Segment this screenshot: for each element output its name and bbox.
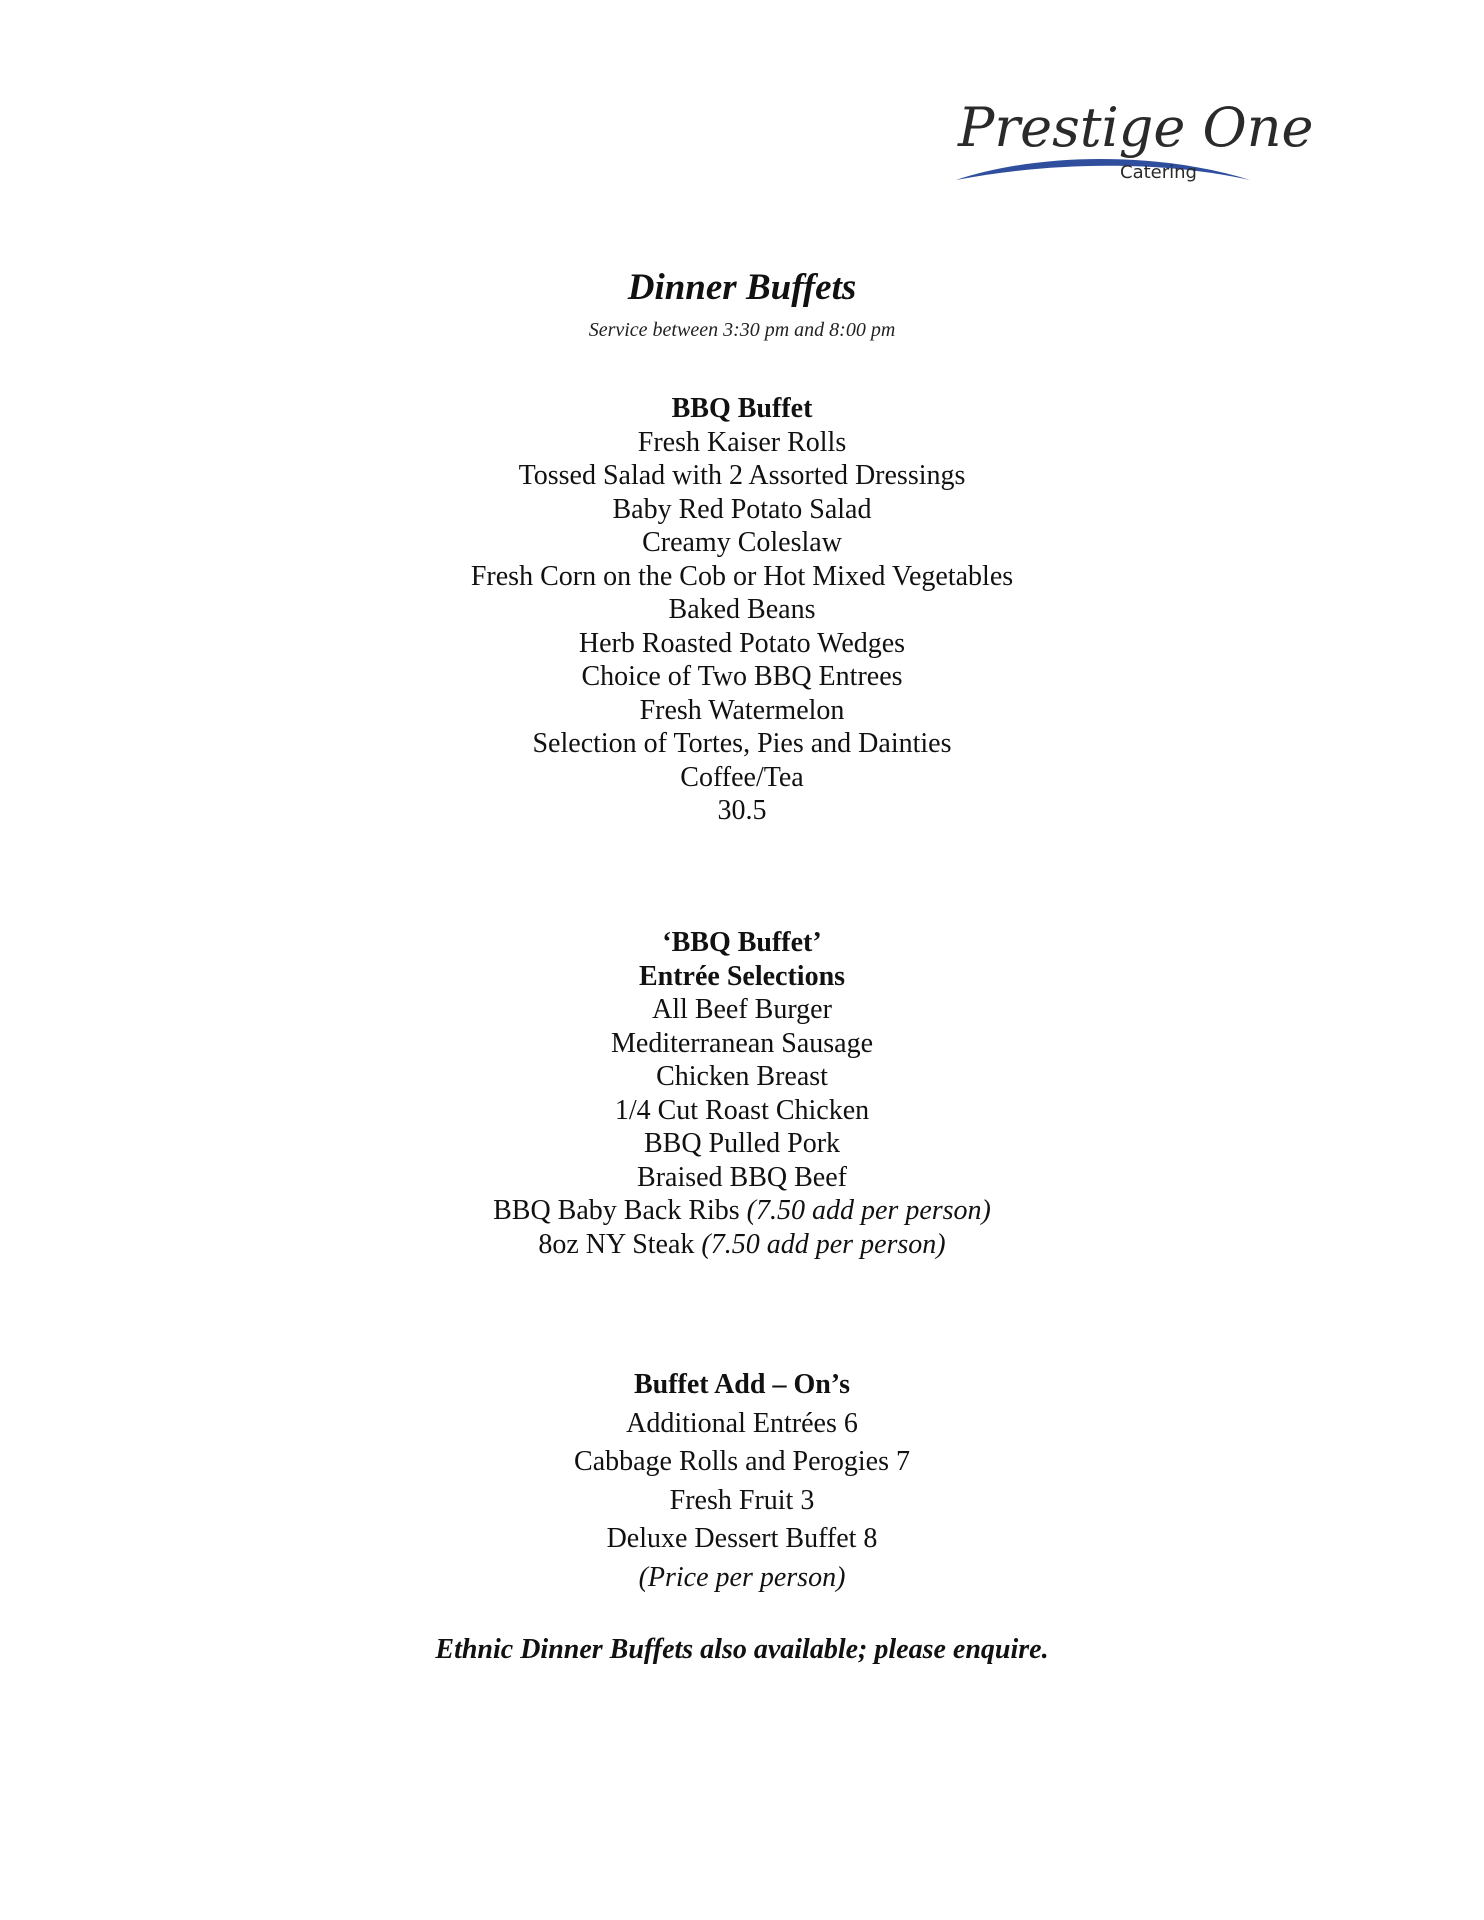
- premium-entree-item: [0, 1194, 1484, 1228]
- menu-item: Creamy Coleslaw: [642, 527, 842, 558]
- bbq-buffet-section: [0, 392, 1484, 828]
- menu-item: Fresh Kaiser Rolls: [637, 426, 847, 458]
- menu-item: Selection of Tortes, Pies and Dainties: [532, 728, 952, 759]
- logo-sub-text: Catering: [1120, 162, 1197, 183]
- logo-brand-text: Prestige One: [958, 96, 1314, 159]
- entree-item: Braised BBQ Beef: [637, 1161, 847, 1193]
- premium-entree-name: 8oz NY Steak: [538, 1228, 695, 1260]
- service-hours: Service between 3:30 pm and 8:00 pm: [588, 319, 896, 341]
- premium-entree-name: BBQ Baby Back Ribs: [493, 1195, 740, 1226]
- entree-item: BBQ Pulled Pork: [643, 1128, 841, 1159]
- menu-item: Baby Red Potato Salad: [612, 493, 872, 525]
- entree-item: All Beef Burger: [652, 994, 832, 1025]
- price-per-person-note: (Price per person): [638, 1561, 846, 1593]
- entree-item: 1/4 Cut Roast Chicken: [614, 1094, 870, 1126]
- entree-item: Mediterranean Sausage: [611, 1027, 873, 1059]
- add-ons-heading: Buffet Add – On’s: [633, 1369, 850, 1400]
- premium-entree-note: (7.50 add per person): [746, 1195, 991, 1226]
- add-on-item: Fresh Fruit 3: [669, 1484, 815, 1516]
- premium-entree-item: [0, 1228, 1484, 1262]
- menu-item: Baked Beans: [668, 594, 816, 625]
- add-on-item: Deluxe Dessert Buffet 8: [606, 1523, 878, 1554]
- menu-item: Fresh Corn on the Cob or Hot Mixed Vegetables: [470, 560, 1014, 592]
- entree-selections-section: [0, 926, 1484, 1261]
- logo-swoosh: [956, 159, 1250, 180]
- menu-item: Tossed Salad with 2 Assorted Dressings: [518, 460, 966, 491]
- page-title: Dinner Buffets: [627, 267, 857, 308]
- entree-section-heading: ‘BBQ Buffet’: [662, 927, 822, 958]
- add-on-item: Cabbage Rolls and Perogies 7: [574, 1446, 910, 1477]
- menu-item: Choice of Two BBQ Entrees: [581, 661, 903, 692]
- buffet-add-ons-section: [0, 1366, 1484, 1597]
- bbq-buffet-heading: BBQ Buffet: [671, 393, 813, 424]
- menu-item: Fresh Watermelon: [639, 694, 845, 726]
- bbq-buffet-price: 30.5: [717, 795, 767, 826]
- ethnic-buffets-note: Ethnic Dinner Buffets also available; please enquire.: [435, 1634, 1049, 1665]
- entree-section-subheading: Entrée Selections: [638, 960, 846, 992]
- logo-graphic: [950, 80, 1314, 192]
- menu-item: Herb Roasted Potato Wedges: [578, 627, 906, 659]
- add-on-item: Additional Entrées 6: [626, 1407, 858, 1439]
- menu-item: Coffee/Tea: [680, 761, 804, 793]
- prestige-one-catering-logo: [950, 80, 1314, 192]
- entree-item: Chicken Breast: [656, 1061, 828, 1092]
- premium-entree-note: (7.50 add per person): [701, 1228, 946, 1260]
